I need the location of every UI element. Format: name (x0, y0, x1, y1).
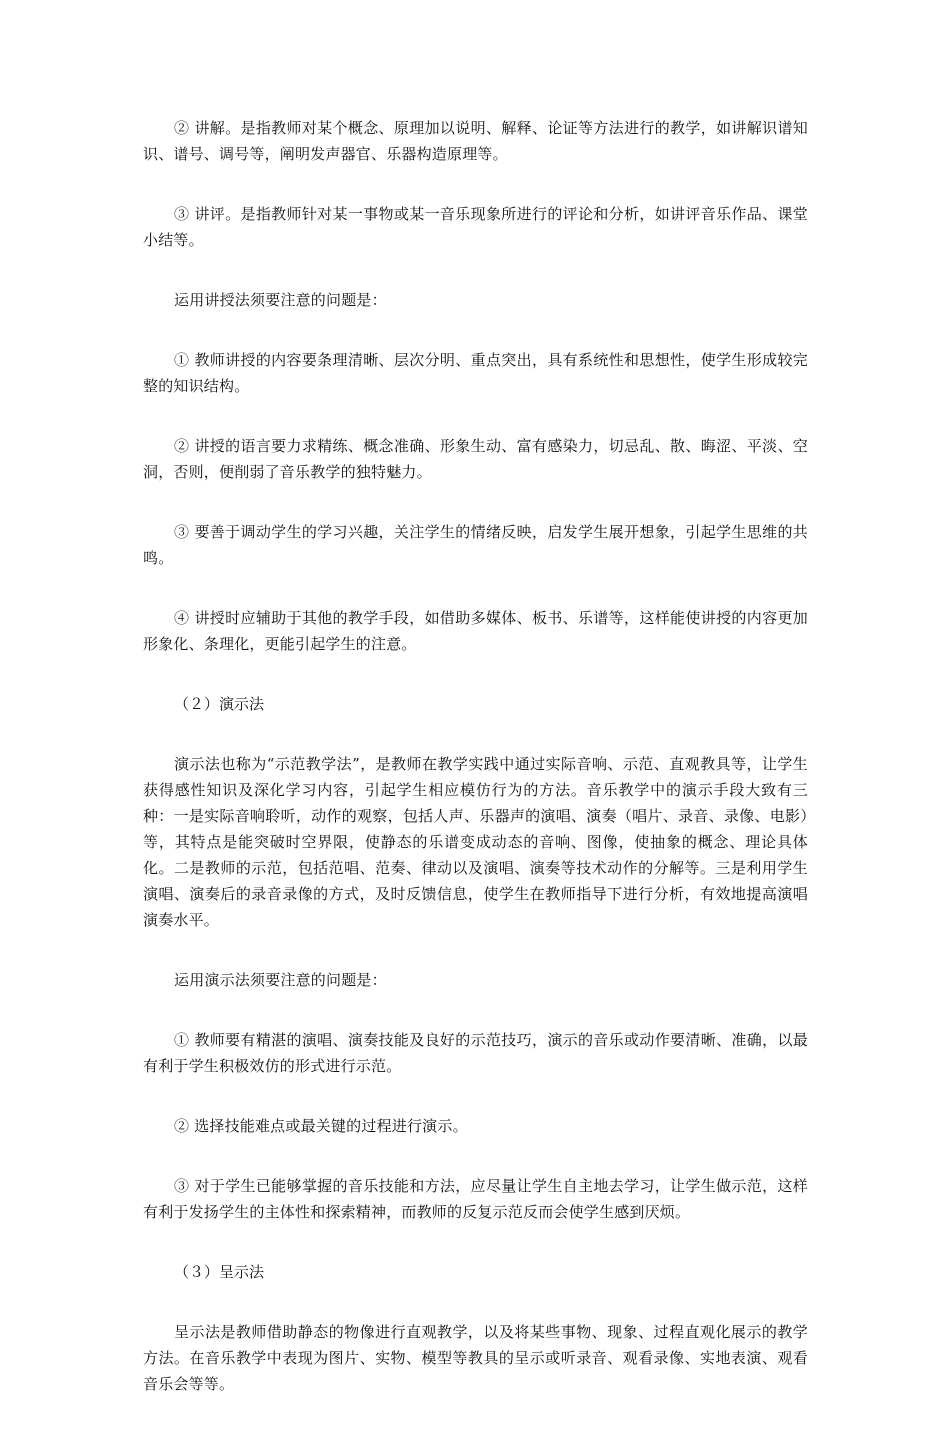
section-heading-presentation: （３）呈示法 (174, 1263, 265, 1281)
paragraph-lecture-note-1: ① 教师讲授的内容要条理清晰、层次分明、重点突出，具有系统性和思想性，使学生形成较完整的知识结构。 (143, 351, 808, 395)
paragraph-lecture-note-4: ④ 讲授时应辅助于其他的教学手段，如借助多媒体、板书、乐谱等，这样能使讲授的内容更加形象化、条理化，更能引起学生的注意。 (143, 609, 808, 653)
paragraph-demonstration-notes-intro: 运用演示法须要注意的问题是： (174, 971, 387, 989)
paragraph-presentation-method: 呈示法是教师借助静态的物像进行直观教学，以及将某些事物、现象、过程直观化展示的教学方法。在音乐教学中表现为图片、实物、模型等教具的呈示或听录音、观看录像、实地表演、观看音乐会等等。 (143, 1323, 808, 1393)
paragraph-demonstration-method: 演示法也称为“示范教学法”，是教师在教学实践中通过实际音响、示范、直观教具等，让学生获得感性知识及深化学习内容，引起学生相应模仿行为的方法。音乐教学中的演示手段大致有三种：一是实际音响聆听，动作的观察，包括人声、乐器声的演唱、演奏（唱片、录音、录像、电影）等，其特点是能突破时空界限，使静态的乐谱变成动态的音响、图像，使抽象的概念、理论具体化。二是教师的示范，包括范唱、范奏、律动以及演唱、演奏等技术动作的分解等。三是利用学生演唱、演奏后的录音录像的方式，及时反馈信息，使学生在教师指导下进行分析，有效地提高演唱演奏水平。 (143, 755, 808, 929)
paragraph-explanation: ② 讲解。是指教师对某个概念、原理加以说明、解释、论证等方法进行的教学，如讲解识谱知识、谱号、调号等，阐明发声器官、乐器构造原理等。 (143, 119, 808, 163)
paragraph-commentary: ③ 讲评。是指教师针对某一事物或某一音乐现象所进行的评论和分析，如讲评音乐作品、课堂小结等。 (143, 205, 808, 249)
paragraph-demonstration-note-3: ③ 对于学生已能够掌握的音乐技能和方法，应尽量让学生自主地去学习，让学生做示范，这样有利于发扬学生的主体性和探索精神，而教师的反复示范反而会使学生感到厌烦。 (143, 1177, 808, 1221)
paragraph-demonstration-note-2: ② 选择技能难点或最关键的过程进行演示。 (174, 1117, 468, 1135)
paragraph-demonstration-note-1: ① 教师要有精湛的演唱、演奏技能及良好的示范技巧，演示的音乐或动作要清晰、准确，以最有利于学生积极效仿的形式进行示范。 (143, 1031, 808, 1075)
paragraph-lecture-note-3: ③ 要善于调动学生的学习兴趣，关注学生的情绪反映，启发学生展开想象，引起学生思维的共鸣。 (143, 523, 808, 567)
section-heading-demonstration: （２）演示法 (174, 695, 265, 713)
paragraph-lecture-notes-intro: 运用讲授法须要注意的问题是： (174, 291, 387, 309)
paragraph-lecture-note-2: ② 讲授的语言要力求精练、概念准确、形象生动、富有感染力，切忌乱、散、晦涩、平淡、空洞，否则，便削弱了音乐教学的独特魅力。 (143, 437, 808, 481)
document-page (143, 115, 808, 1431)
